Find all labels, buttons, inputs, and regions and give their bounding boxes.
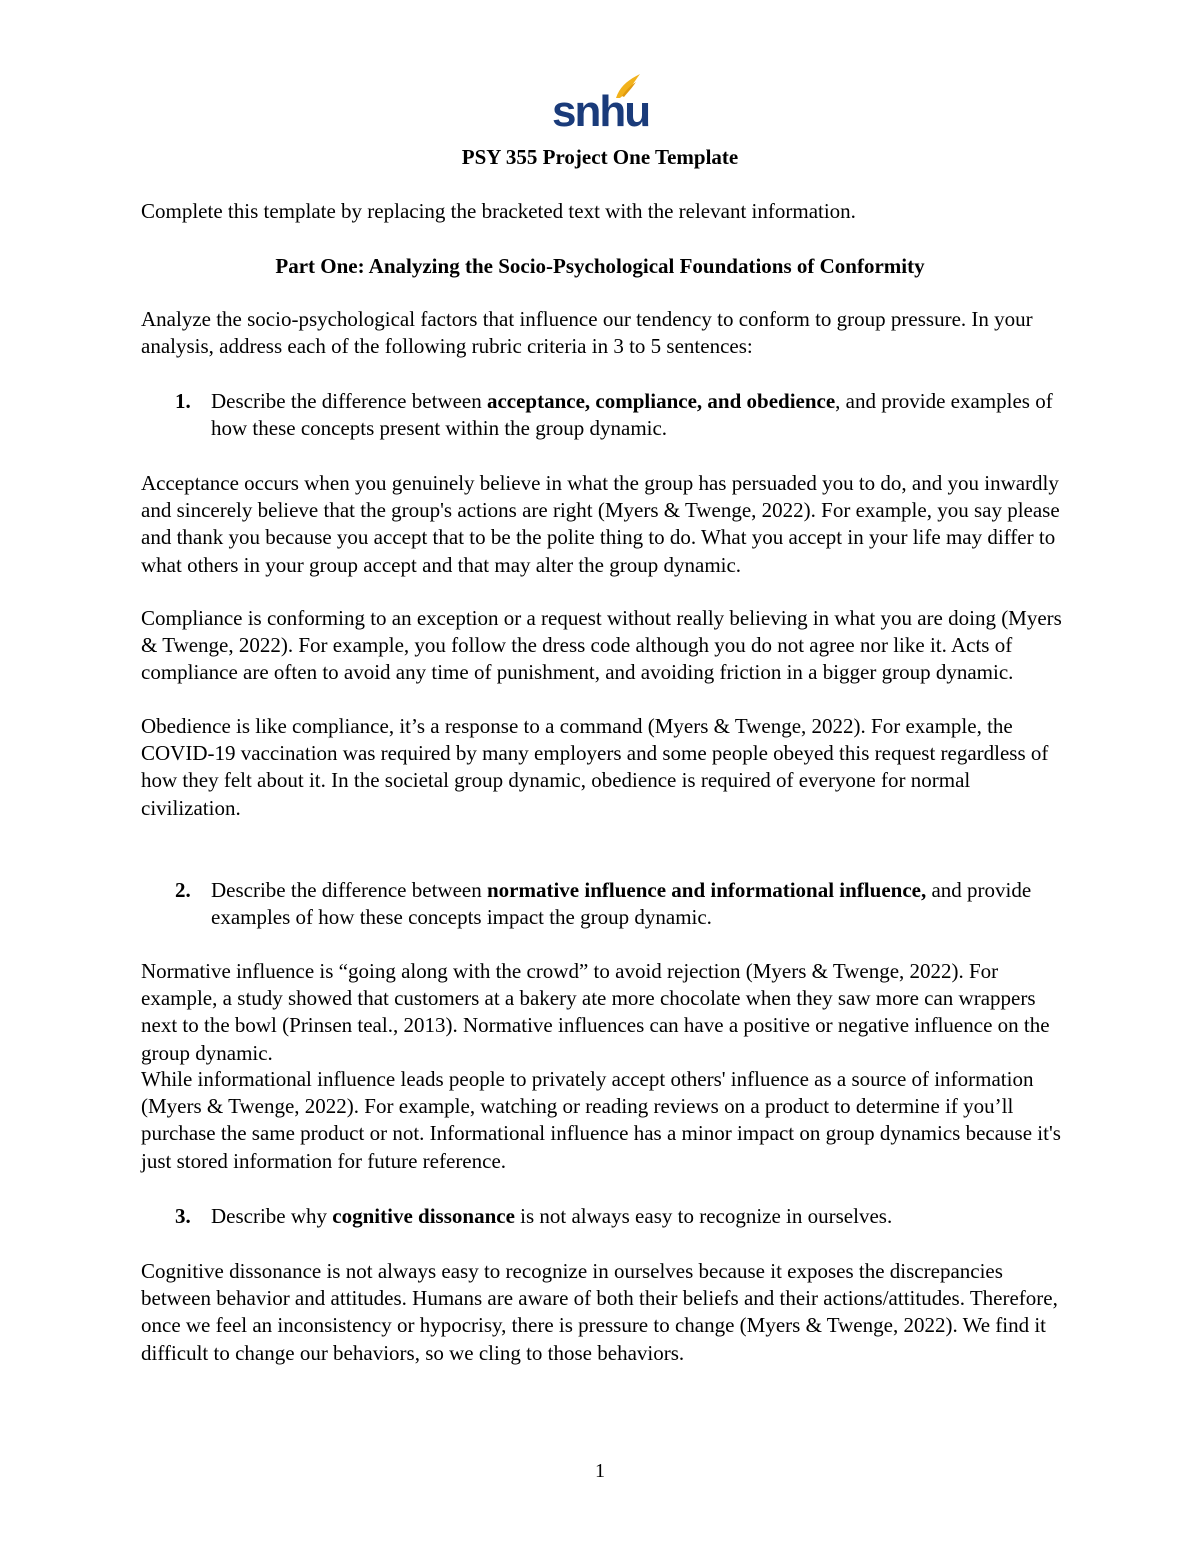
question-text-start: Describe the difference between <box>211 878 487 902</box>
page-number: 1 <box>595 1460 605 1482</box>
answer-obedience: Obedience is like compliance, it’s a response to a command (Myers & Twenge, 2022). For example, the COVID-19 vaccination was required by many employers and some people obeyed this request regardless of how they felt about it. In the societal group dynamic, obedience is required of everyone for normal civilization. <box>141 714 1049 820</box>
instructions-text: Complete this template by replacing the bracketed text with the relevant information. <box>141 199 856 223</box>
answer-informational: While informational influence leads people to privately accept others' influence as a source of information (Myers & Twenge, 2022). For example, watching or reading reviews on a product to determine if you’ll purchase the same product or not. Informational influence has a minor impact on group dynamics because it's just stored information for future reference. <box>141 1067 1061 1173</box>
question-key-terms: acceptance, compliance, and obedience <box>486 389 836 413</box>
question-text <box>211 1203 1061 1230</box>
question-text <box>211 388 1061 442</box>
question-number: 1. <box>175 389 191 413</box>
part-one-intro: Analyze the socio-psychological factors that influence our tendency to conform to group pressure. In your analysis, address each of the following rubric criteria in 3 to 5 sentences: <box>141 307 1033 359</box>
question-key-terms: cognitive dissonance <box>332 1204 515 1228</box>
question-text-start: Describe the difference between <box>211 389 487 413</box>
snhu-logo <box>552 72 650 136</box>
question-number: 2. <box>175 878 191 902</box>
document-title: PSY 355 Project One Template <box>461 145 739 169</box>
answer-dissonance: Cognitive dissonance is not always easy to recognize in ourselves because it exposes the discrepancies between behavior and attitudes. Humans are aware of both their beliefs and their actions/attitudes. Therefore, once we feel an inconsistency or hypocrisy, there is pressure to change (Myers & Twenge, 2022). We find it difficult to change our behaviors, so we cling to those behaviors. <box>141 1259 1058 1365</box>
question-key-terms: normative influence and informational influence, <box>486 878 927 902</box>
part-one-heading: Part One: Analyzing the Socio-Psychological Foundations of Conformity <box>275 254 925 278</box>
question-text-end: is not always easy to recognize in ourselves. <box>514 1204 893 1228</box>
question-text <box>211 877 1061 931</box>
question-number: 3. <box>175 1204 191 1228</box>
logo-text: snhu <box>552 87 650 136</box>
question-text-end: , and provide examples of how these concepts present within the group dynamic. <box>211 389 1053 441</box>
answer-acceptance: Acceptance occurs when you genuinely believe in what the group has persuaded you to do, and you inwardly and sincerely believe that the group's actions are right (Myers & Twenge, 2022). For example, you say please and thank you because you accept that to be the polite thing to do. What you accept in your life may differ to what others in your group accept and that may alter the group dynamic. <box>141 471 1060 577</box>
answer-normative: Normative influence is “going along with the crowd” to avoid rejection (Myers & Twenge, 2022). For example, a study showed that customers at a bakery ate more chocolate when they saw more can wrappers next to the bowl (Prinsen teal., 2013). Normative influences can have a positive or negative influence on the group dynamic. <box>141 959 1050 1065</box>
answer-compliance: Compliance is conforming to an exception or a request without really believing in what you are doing (Myers & Twenge, 2022). For example, you follow the dress code although you do not agree nor like it. Acts of compliance are often to avoid any time of punishment, and avoiding friction in a bigger group dynamic. <box>141 606 1062 685</box>
question-text-end: and provide examples of how these concepts impact the group dynamic. <box>211 878 1032 930</box>
question-text-start: Describe why <box>211 1204 333 1228</box>
